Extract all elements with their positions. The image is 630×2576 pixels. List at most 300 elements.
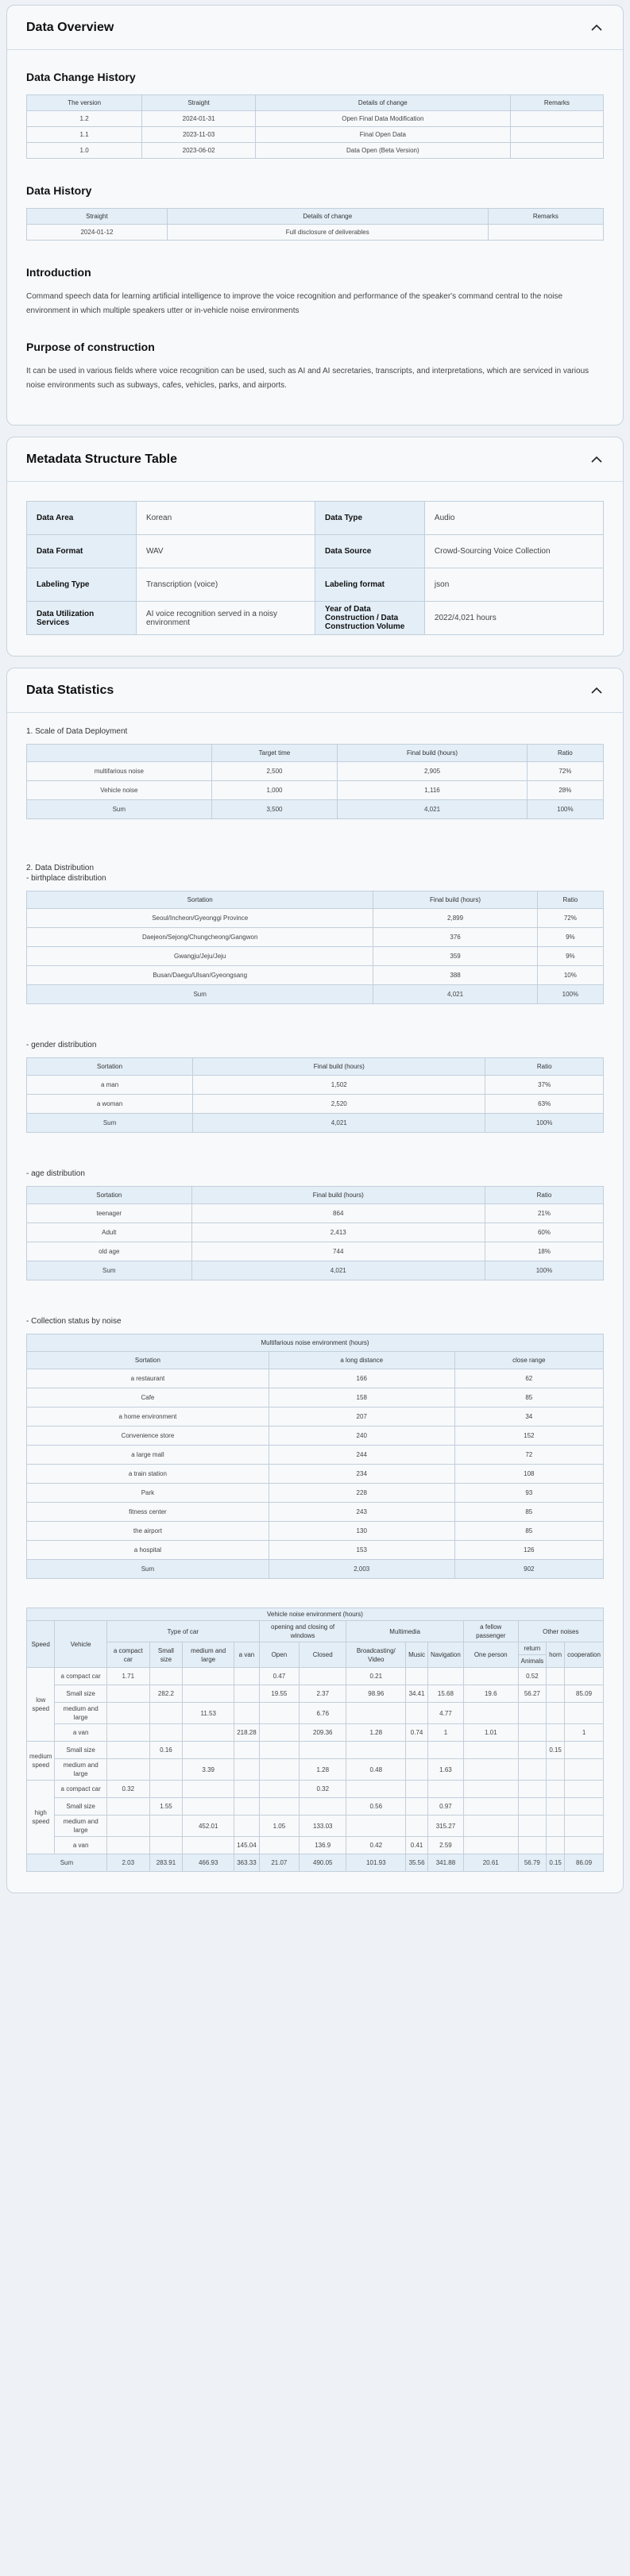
metadata-header[interactable] [7, 437, 623, 482]
column-header: Final build (hours) [191, 1187, 485, 1204]
table-cell: 490.05 [300, 1854, 346, 1872]
table-cell [234, 1816, 259, 1837]
table-cell [565, 1759, 604, 1781]
table-sum-row [27, 1854, 604, 1872]
table-cell [106, 1759, 149, 1781]
table-cell: 21.07 [259, 1854, 299, 1872]
table-cell [547, 1685, 565, 1703]
table-cell: 15.68 [428, 1685, 464, 1703]
table-cell [510, 143, 603, 159]
table-cell: 62 [454, 1369, 603, 1388]
table-cell: 4,021 [191, 1261, 485, 1280]
metadata-label: Data Utilization Services [27, 602, 137, 635]
table-row [27, 1503, 604, 1522]
table-row [27, 1541, 604, 1560]
table-row [27, 985, 604, 1004]
table-cell [518, 1703, 546, 1724]
table-row [27, 127, 604, 143]
column-header: Final build (hours) [338, 745, 527, 762]
table-cell: 1.0 [27, 143, 142, 159]
table-cell: 1.28 [346, 1724, 406, 1742]
table-cell: 28% [527, 781, 603, 800]
table-cell [106, 1724, 149, 1742]
table-header-row [27, 1187, 604, 1204]
table-cell: 228 [269, 1484, 454, 1503]
table-cell: 1.55 [149, 1798, 182, 1816]
table-cell: a train station [27, 1465, 269, 1484]
table-row [27, 143, 604, 159]
table-cell: 0.52 [518, 1668, 546, 1685]
table-cell [463, 1781, 518, 1798]
column-header: Multimedia [346, 1621, 463, 1642]
table-row [27, 1522, 604, 1541]
table-row [27, 1114, 604, 1133]
column-header: Ratio [537, 891, 603, 909]
metadata-value: WAV [136, 535, 315, 568]
table-cell [518, 1798, 546, 1816]
table-cell: 1.28 [300, 1759, 346, 1781]
table-row [27, 1369, 604, 1388]
table-cell: Adult [27, 1223, 192, 1242]
column-header: medium and large [183, 1642, 234, 1668]
table-cell: 315.27 [428, 1816, 464, 1837]
column-header: The version [27, 95, 142, 111]
table-cell [406, 1742, 428, 1759]
table-cell: 98.96 [346, 1685, 406, 1703]
scale-table [26, 744, 604, 819]
column-header: a fellow passenger [463, 1621, 518, 1642]
column-header: Music [406, 1642, 428, 1668]
table-cell: 152 [454, 1427, 603, 1446]
column-header [27, 745, 212, 762]
table-cell: Small size [55, 1742, 106, 1759]
table-cell: 93 [454, 1484, 603, 1503]
table-row [27, 1446, 604, 1465]
noise-title: - Collection status by noise [26, 1317, 122, 1326]
column-header: Sortation [27, 1352, 269, 1369]
table-cell: 19.6 [463, 1685, 518, 1703]
chevron-up-icon[interactable] [589, 21, 604, 35]
table-row [27, 1742, 604, 1759]
column-header: Ratio [485, 1058, 604, 1076]
table-cell: medium and large [55, 1816, 106, 1837]
table-cell: 243 [269, 1503, 454, 1522]
table-cell [259, 1798, 299, 1816]
table-cell: 2024-01-12 [27, 225, 168, 241]
data-statistics-header[interactable] [7, 668, 623, 713]
table-cell: 100% [485, 1114, 604, 1133]
table-cell: 0.74 [406, 1724, 428, 1742]
table-cell: 1.01 [463, 1724, 518, 1742]
table-cell [547, 1703, 565, 1724]
metadata-row [27, 602, 604, 635]
table-cell: 4,021 [193, 1114, 485, 1133]
table-cell: 0.32 [300, 1781, 346, 1798]
table-cell: 133.03 [300, 1816, 346, 1837]
table-group-row [27, 1608, 604, 1621]
table-cell [565, 1742, 604, 1759]
column-header: Broadcasting/ Video [346, 1642, 406, 1668]
metadata-row [27, 502, 604, 535]
table-cell: 388 [373, 966, 537, 985]
metadata-value: Transcription (voice) [136, 568, 315, 602]
table-cell: 2,413 [191, 1223, 485, 1242]
column-header: Remarks [510, 95, 603, 111]
table-row [27, 1465, 604, 1484]
table-cell: 902 [454, 1560, 603, 1579]
column-header: Straight [27, 209, 168, 225]
table-header-row [27, 891, 604, 909]
table-cell: 2024-01-31 [142, 111, 256, 127]
table-cell [149, 1668, 182, 1685]
table-row [27, 1685, 604, 1703]
table-cell: 56.79 [518, 1854, 546, 1872]
table-cell: 1.2 [27, 111, 142, 127]
metadata-row [27, 535, 604, 568]
column-header: One person [463, 1642, 518, 1668]
column-header: a compact car [106, 1642, 149, 1668]
table-cell: 4,021 [373, 985, 537, 1004]
table-cell [547, 1668, 565, 1685]
table-cell [106, 1703, 149, 1724]
table-cell: old age [27, 1242, 192, 1261]
column-header: Vehicle [55, 1621, 106, 1668]
table-cell: 283.91 [149, 1854, 182, 1872]
table-row [27, 1560, 604, 1579]
table-cell [234, 1685, 259, 1703]
table-cell [518, 1742, 546, 1759]
table-cell: 34 [454, 1407, 603, 1427]
table-cell: Open Final Data Modification [255, 111, 510, 127]
table-cell: 0.21 [346, 1668, 406, 1685]
table-row [27, 1816, 604, 1837]
table-cell [463, 1798, 518, 1816]
table-cell: 1.05 [259, 1816, 299, 1837]
table-cell: 0.56 [346, 1798, 406, 1816]
column-header: Closed [300, 1642, 346, 1668]
table-cell: 2.37 [300, 1685, 346, 1703]
table-cell: 1 [428, 1724, 464, 1742]
table-cell: 2,003 [269, 1560, 454, 1579]
table-cell: 0.47 [259, 1668, 299, 1685]
column-header: Ratio [527, 745, 603, 762]
introduction-title: Introduction [26, 266, 91, 279]
table-header-row [27, 1058, 604, 1076]
table-cell: 282.2 [149, 1685, 182, 1703]
table-row [27, 966, 604, 985]
speed-label: medium speed [27, 1742, 55, 1781]
metadata-label: Year of Data Construction / Data Construction Volume [315, 602, 424, 635]
table-cell: multifarious noise [27, 762, 212, 781]
column-header: opening and closing of windows [259, 1621, 346, 1642]
table-row [27, 928, 604, 947]
table-cell [149, 1724, 182, 1742]
table-cell: 744 [191, 1242, 485, 1261]
metadata-label: Labeling format [315, 568, 424, 602]
table-cell [259, 1742, 299, 1759]
table-cell: 0.16 [149, 1742, 182, 1759]
table-cell: medium and large [55, 1703, 106, 1724]
table-cell [510, 127, 603, 143]
table-cell: 1.63 [428, 1759, 464, 1781]
column-header: Sortation [27, 1187, 192, 1204]
metadata-value: json [424, 568, 603, 602]
column-header: Type of car [106, 1621, 259, 1642]
column-header: Ratio [485, 1187, 603, 1204]
table-cell [183, 1781, 234, 1798]
table-cell: 2023-11-03 [142, 127, 256, 143]
metadata-row [27, 568, 604, 602]
table-cell: Seoul/Incheon/Gyeonggi Province [27, 909, 373, 928]
table-cell [300, 1798, 346, 1816]
column-header: Target time [211, 745, 338, 762]
table-cell: the airport [27, 1522, 269, 1541]
table-row [27, 1261, 604, 1280]
table-cell: Sum [27, 1560, 269, 1579]
table-cell [463, 1703, 518, 1724]
table-cell [183, 1837, 234, 1854]
scale-title: 1. Scale of Data Deployment [26, 727, 128, 736]
table-cell: 126 [454, 1541, 603, 1560]
table-cell [259, 1837, 299, 1854]
metadata-title: Metadata Structure Table [26, 452, 177, 466]
table-cell: Park [27, 1484, 269, 1503]
chevron-up-icon[interactable] [589, 452, 604, 467]
table-cell: Gwangju/Jeju/Jeju [27, 947, 373, 966]
table-cell: 0.15 [547, 1854, 565, 1872]
column-header: Details of change [167, 209, 488, 225]
table-row [27, 1781, 604, 1798]
table-cell [149, 1759, 182, 1781]
table-cell: Sum [27, 800, 212, 819]
table-cell: 85.09 [565, 1685, 604, 1703]
data-overview-title: Data Overview [26, 20, 114, 34]
table-cell: 101.93 [346, 1854, 406, 1872]
table-cell: Sum [27, 1114, 193, 1133]
table-cell [259, 1759, 299, 1781]
table-cell: 2.03 [106, 1854, 149, 1872]
table-cell: a compact car [55, 1781, 106, 1798]
table-cell [565, 1798, 604, 1816]
table-cell: Final Open Data [255, 127, 510, 143]
table-cell: 1,116 [338, 781, 527, 800]
table-cell: 244 [269, 1446, 454, 1465]
change-history-title: Data Change History [26, 71, 136, 83]
table-row [27, 1837, 604, 1854]
table-cell: Convenience store [27, 1427, 269, 1446]
metadata-value: AI voice recognition served in a noisy environment [136, 602, 315, 635]
table-cell: 363.33 [234, 1854, 259, 1872]
table-cell: 3.39 [183, 1759, 234, 1781]
metadata-label: Data Area [27, 502, 137, 535]
table-cell [106, 1742, 149, 1759]
table-cell: 11.53 [183, 1703, 234, 1724]
metadata-value: Crowd-Sourcing Voice Collection [424, 535, 603, 568]
table-cell [106, 1837, 149, 1854]
table-header-row [27, 209, 604, 225]
table-row [27, 1724, 604, 1742]
table-cell: 18% [485, 1242, 603, 1261]
table-cell: 153 [269, 1541, 454, 1560]
table-row [27, 781, 604, 800]
table-row [27, 1095, 604, 1114]
table-cell [565, 1816, 604, 1837]
table-cell: 234 [269, 1465, 454, 1484]
table-cell [428, 1668, 464, 1685]
table-cell: 2,500 [211, 762, 338, 781]
birthplace-table [26, 891, 604, 1004]
data-history-table [26, 208, 604, 241]
metadata-card [6, 437, 624, 657]
table-cell: 72% [537, 909, 603, 928]
table-row [27, 1388, 604, 1407]
table-cell [510, 111, 603, 127]
table-header-row [27, 745, 604, 762]
table-cell [346, 1781, 406, 1798]
table-cell [259, 1703, 299, 1724]
gender-title: - gender distribution [26, 1041, 97, 1049]
table-cell: 341.88 [428, 1854, 464, 1872]
table-cell [463, 1759, 518, 1781]
column-header: return [518, 1642, 546, 1655]
table-cell [234, 1781, 259, 1798]
table-cell: 0.15 [547, 1742, 565, 1759]
table-cell: 20.61 [463, 1854, 518, 1872]
table-cell: a man [27, 1076, 193, 1095]
table-cell [183, 1685, 234, 1703]
table-cell: a woman [27, 1095, 193, 1114]
table-cell: 10% [537, 966, 603, 985]
table-cell: a van [55, 1724, 106, 1742]
table-row [27, 1668, 604, 1685]
table-header-row [27, 1621, 604, 1642]
table-cell: 1.1 [27, 127, 142, 143]
table-cell: Full disclosure of deliverables [167, 225, 488, 241]
table-cell: 4.77 [428, 1703, 464, 1724]
table-cell: teenager [27, 1204, 192, 1223]
table-cell: fitness center [27, 1503, 269, 1522]
table-cell: 0.48 [346, 1759, 406, 1781]
metadata-label: Data Format [27, 535, 137, 568]
data-statistics-title: Data Statistics [26, 683, 114, 697]
table-cell: a hospital [27, 1541, 269, 1560]
table-cell: Cafe [27, 1388, 269, 1407]
table-cell: 72 [454, 1446, 603, 1465]
purpose-text: It can be used in various fields where voice recognition can be used, such as AI and AI secretaries, transcripts, and interpretations, which are serviced in various noise environments such as subways, cafes, vehicles, parks, and airports. [26, 367, 589, 390]
table-cell: 9% [537, 947, 603, 966]
table-cell: 376 [373, 928, 537, 947]
table-row [27, 909, 604, 928]
metadata-label: Data Source [315, 535, 424, 568]
table-cell: 209.36 [300, 1724, 346, 1742]
table-cell [518, 1724, 546, 1742]
column-header: Sortation [27, 1058, 193, 1076]
table-cell [463, 1742, 518, 1759]
change-history-table [26, 94, 604, 159]
table-cell: 130 [269, 1522, 454, 1541]
purpose-title: Purpose of construction [26, 341, 155, 353]
table-cell [406, 1759, 428, 1781]
table-cell: Busan/Daegu/Ulsan/Gyeongsang [27, 966, 373, 985]
table-cell: 2023-06-02 [142, 143, 256, 159]
table-cell: a compact car [55, 1668, 106, 1685]
table-cell [183, 1798, 234, 1816]
table-cell [234, 1759, 259, 1781]
speed-label: low speed [27, 1668, 55, 1742]
table-cell: 1 [565, 1724, 604, 1742]
table-cell [406, 1703, 428, 1724]
table-cell [259, 1781, 299, 1798]
metadata-label: Data Type [315, 502, 424, 535]
table-cell: 2,520 [193, 1095, 485, 1114]
table-group-header: Vehicle noise environment (hours) [27, 1608, 604, 1621]
table-cell [406, 1781, 428, 1798]
table-cell [106, 1816, 149, 1837]
table-cell [183, 1668, 234, 1685]
table-row [27, 800, 604, 819]
table-cell [406, 1798, 428, 1816]
table-cell [183, 1724, 234, 1742]
table-cell [547, 1816, 565, 1837]
table-cell: 108 [454, 1465, 603, 1484]
table-cell: 864 [191, 1204, 485, 1223]
column-header: Open [259, 1642, 299, 1668]
table-cell [547, 1798, 565, 1816]
table-cell: 1.71 [106, 1668, 149, 1685]
table-cell [463, 1668, 518, 1685]
table-cell: 100% [527, 800, 603, 819]
table-cell [149, 1781, 182, 1798]
chevron-up-icon[interactable] [589, 683, 604, 698]
table-cell: 1,000 [211, 781, 338, 800]
table-cell: 34.41 [406, 1685, 428, 1703]
table-cell: 240 [269, 1427, 454, 1446]
table-cell [518, 1759, 546, 1781]
table-row [27, 1407, 604, 1427]
table-cell [406, 1668, 428, 1685]
table-cell: 0.97 [428, 1798, 464, 1816]
table-cell [149, 1837, 182, 1854]
table-row [27, 225, 604, 241]
table-cell: 100% [537, 985, 603, 1004]
distribution-title: 2. Data Distribution [26, 864, 95, 872]
table-cell: 85 [454, 1388, 603, 1407]
introduction-text: Command speech data for learning artificial intelligence to improve the voice recognition and performance of the speaker's command central to the noise environment in which multiple speakers utter or in-vehicle noise environments [26, 292, 563, 315]
table-cell: a restaurant [27, 1369, 269, 1388]
data-overview-header[interactable] [7, 6, 623, 50]
data-statistics-card [6, 668, 624, 1893]
speed-label: high speed [27, 1781, 55, 1854]
table-cell: 452.01 [183, 1816, 234, 1837]
table-cell: 4,021 [338, 800, 527, 819]
metadata-value: Korean [136, 502, 315, 535]
metadata-value: 2022/4,021 hours [424, 602, 603, 635]
column-header: Remarks [488, 209, 603, 225]
table-cell: 85 [454, 1522, 603, 1541]
table-cell [106, 1685, 149, 1703]
table-cell: 100% [485, 1261, 603, 1280]
table-header-row [27, 95, 604, 111]
metadata-label: Labeling Type [27, 568, 137, 602]
table-row [27, 1798, 604, 1816]
table-cell [346, 1703, 406, 1724]
table-cell: 218.28 [234, 1724, 259, 1742]
table-cell [183, 1742, 234, 1759]
column-header: Final build (hours) [193, 1058, 485, 1076]
table-header-row [27, 1352, 604, 1369]
table-cell: 86.09 [565, 1854, 604, 1872]
table-cell [518, 1837, 546, 1854]
